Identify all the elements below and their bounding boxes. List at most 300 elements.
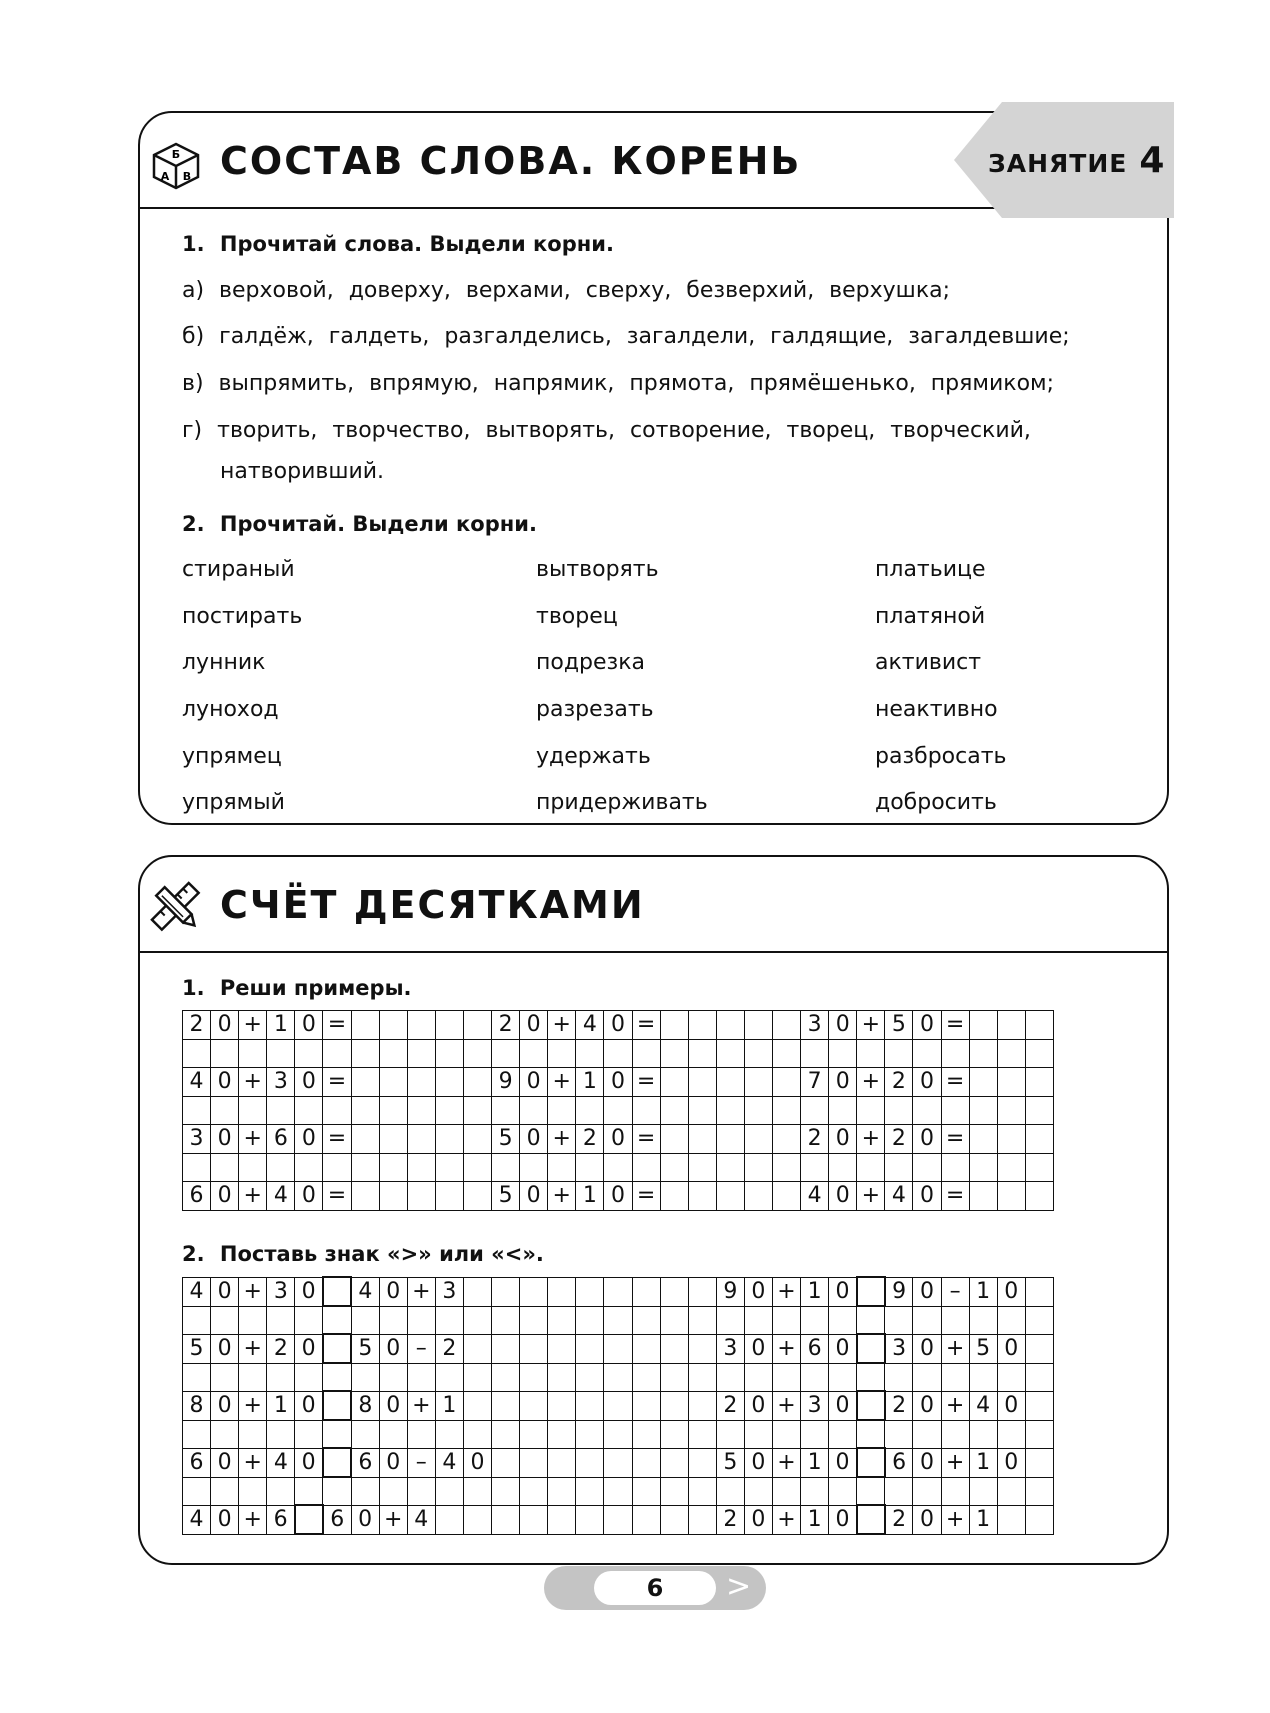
grid-cell[interactable] (885, 1040, 913, 1068)
next-page-arrow-icon[interactable]: > (726, 1569, 752, 1604)
grid-cell[interactable] (997, 1154, 1025, 1182)
grid-cell[interactable] (997, 1011, 1025, 1040)
task-heading (182, 512, 545, 536)
grid-cell: 6 (267, 1505, 295, 1534)
grid-cell: 0 (463, 1448, 491, 1477)
grid-cell[interactable] (772, 1125, 800, 1154)
grid-cell[interactable] (435, 1125, 463, 1154)
grid-cell: 5 (969, 1334, 997, 1363)
page-number: 6 (594, 1571, 716, 1605)
grid-cell[interactable] (435, 1068, 463, 1097)
grid-cell: – (407, 1448, 435, 1477)
grid-cell[interactable] (632, 1097, 660, 1125)
grid-cell (913, 1363, 941, 1391)
answer-box[interactable] (323, 1391, 351, 1420)
grid-cell[interactable] (744, 1068, 772, 1097)
grid-cell[interactable] (520, 1040, 548, 1068)
grid-cell (801, 1420, 829, 1448)
grid-cell (885, 1363, 913, 1391)
grid-cell: 0 (913, 1505, 941, 1534)
grid-cell[interactable] (1025, 1040, 1053, 1068)
grid-cell[interactable] (463, 1011, 491, 1040)
grid-cell[interactable] (716, 1040, 744, 1068)
grid-cell[interactable] (407, 1068, 435, 1097)
section-header (140, 857, 1167, 953)
grid-cell (576, 1448, 604, 1477)
grid-cell[interactable] (351, 1097, 379, 1125)
grid-cell (1025, 1277, 1053, 1306)
grid-cell[interactable] (969, 1040, 997, 1068)
task-number: 1. (182, 232, 205, 256)
grid-cell (351, 1477, 379, 1505)
grid-cell: + (772, 1391, 800, 1420)
grid-cell (941, 1420, 969, 1448)
grid-cell (660, 1277, 688, 1306)
grid-cell: + (857, 1182, 885, 1211)
grid-cell (520, 1306, 548, 1334)
grid-cell (913, 1420, 941, 1448)
grid-cell: 0 (351, 1505, 379, 1534)
grid-cell (379, 1420, 407, 1448)
grid-cell[interactable] (913, 1154, 941, 1182)
grid-cell[interactable] (772, 1097, 800, 1125)
grid-cell[interactable] (379, 1125, 407, 1154)
answer-box[interactable] (295, 1505, 323, 1534)
grid-cell[interactable] (716, 1125, 744, 1154)
grid-cell (688, 1391, 716, 1420)
grid-cell[interactable] (969, 1125, 997, 1154)
grid-cell[interactable] (1025, 1068, 1053, 1097)
grid-cell[interactable] (323, 1040, 351, 1068)
grid-cell (239, 1306, 267, 1334)
grid-cell[interactable] (604, 1040, 632, 1068)
grid-cell[interactable] (801, 1154, 829, 1182)
grid-cell (520, 1448, 548, 1477)
grid-cell[interactable] (772, 1068, 800, 1097)
word-item: удержать (536, 744, 651, 769)
grid-cell[interactable] (548, 1097, 576, 1125)
grid-cell[interactable] (744, 1154, 772, 1182)
grid-cell[interactable] (239, 1040, 267, 1068)
grid-cell[interactable] (716, 1011, 744, 1040)
grid-cell (548, 1420, 576, 1448)
grid-cell (801, 1363, 829, 1391)
grid-cell[interactable] (744, 1182, 772, 1211)
grid-cell[interactable] (772, 1040, 800, 1068)
grid-cell[interactable] (407, 1040, 435, 1068)
grid-cell (632, 1306, 660, 1334)
grid-cell[interactable] (941, 1040, 969, 1068)
grid-cell: 0 (295, 1334, 323, 1363)
grid-cell (295, 1420, 323, 1448)
grid-cell[interactable] (351, 1068, 379, 1097)
grid-cell: 6 (885, 1448, 913, 1477)
grid-cell[interactable] (351, 1011, 379, 1040)
grid-cell: 0 (520, 1011, 548, 1040)
grid-cell: 3 (267, 1068, 295, 1097)
grid-cell (548, 1334, 576, 1363)
grid-cell[interactable] (351, 1154, 379, 1182)
grid-cell[interactable] (435, 1097, 463, 1125)
grid-cell: 1 (969, 1448, 997, 1477)
grid-cell[interactable] (239, 1097, 267, 1125)
grid-cell: 2 (267, 1334, 295, 1363)
answer-box[interactable] (857, 1448, 885, 1477)
grid-cell (379, 1363, 407, 1391)
grid-cell[interactable] (407, 1011, 435, 1040)
grid-cell[interactable] (211, 1097, 239, 1125)
grid-cell[interactable] (351, 1040, 379, 1068)
grid-cell[interactable] (857, 1154, 885, 1182)
grid-cell[interactable] (632, 1040, 660, 1068)
word-item: упрямец (182, 744, 282, 769)
grid-cell[interactable] (463, 1182, 491, 1211)
grid-cell[interactable] (829, 1097, 857, 1125)
grid-cell: 4 (267, 1182, 295, 1211)
letter-cube-icon (148, 135, 204, 191)
grid-cell[interactable] (688, 1040, 716, 1068)
grid-cell: + (941, 1505, 969, 1534)
grid-cell[interactable] (548, 1040, 576, 1068)
grid-cell (857, 1306, 885, 1334)
grid-cell: + (239, 1391, 267, 1420)
grid-cell[interactable] (1025, 1154, 1053, 1182)
grid-cell[interactable] (492, 1154, 520, 1182)
grid-cell (492, 1277, 520, 1306)
word-line: натворивший. (220, 459, 385, 484)
grid-cell (211, 1477, 239, 1505)
grid-cell: 4 (183, 1068, 211, 1097)
grid-cell (520, 1505, 548, 1534)
grid-cell (941, 1477, 969, 1505)
grid-cell: 1 (576, 1068, 604, 1097)
grid-cell[interactable] (716, 1154, 744, 1182)
lesson-tab-text (988, 140, 1164, 181)
grid-cell[interactable] (997, 1125, 1025, 1154)
grid-cell (1025, 1477, 1053, 1505)
grid-cell[interactable] (660, 1182, 688, 1211)
grid-cell[interactable] (941, 1097, 969, 1125)
task-number: 1. (182, 976, 205, 1000)
grid-cell[interactable] (604, 1154, 632, 1182)
grid-cell[interactable] (660, 1097, 688, 1125)
grid-cell: 0 (604, 1182, 632, 1211)
grid-cell: = (632, 1011, 660, 1040)
grid-cell[interactable] (716, 1068, 744, 1097)
grid-cell[interactable] (463, 1154, 491, 1182)
grid-cell (885, 1306, 913, 1334)
grid-cell: 2 (492, 1011, 520, 1040)
grid-cell (969, 1420, 997, 1448)
word-item: добросить (875, 790, 997, 815)
grid-cell[interactable] (801, 1040, 829, 1068)
grid-cell: 6 (351, 1448, 379, 1477)
lesson-label: ЗАНЯТИЕ (988, 149, 1128, 178)
grid-cell[interactable] (379, 1097, 407, 1125)
grid-cell (941, 1306, 969, 1334)
examples-grid (182, 1010, 1054, 1211)
grid-cell: 0 (295, 1182, 323, 1211)
grid-cell[interactable] (688, 1182, 716, 1211)
grid-cell: 2 (885, 1068, 913, 1097)
grid-cell[interactable] (576, 1154, 604, 1182)
word-item: неактивно (875, 697, 998, 722)
grid-cell: 2 (716, 1391, 744, 1420)
grid-cell: + (239, 1125, 267, 1154)
grid-cell[interactable] (997, 1182, 1025, 1211)
grid-cell (520, 1363, 548, 1391)
grid-cell (744, 1306, 772, 1334)
grid-cell: 0 (604, 1068, 632, 1097)
grid-cell: + (941, 1334, 969, 1363)
grid-cell (660, 1420, 688, 1448)
grid-cell: + (548, 1125, 576, 1154)
grid-cell[interactable] (997, 1097, 1025, 1125)
grid-cell: – (941, 1277, 969, 1306)
grid-cell[interactable] (688, 1097, 716, 1125)
grid-cell[interactable] (969, 1097, 997, 1125)
grid-cell (323, 1306, 351, 1334)
comparison-grid (182, 1276, 1054, 1535)
grid-cell[interactable] (801, 1097, 829, 1125)
grid-cell[interactable] (323, 1154, 351, 1182)
grid-cell (688, 1477, 716, 1505)
word-item: активист (875, 650, 982, 675)
grid-cell: 0 (997, 1391, 1025, 1420)
grid-cell: 0 (211, 1068, 239, 1097)
grid-cell[interactable] (1025, 1097, 1053, 1125)
grid-cell[interactable] (492, 1040, 520, 1068)
grid-cell[interactable] (969, 1154, 997, 1182)
grid-cell[interactable] (1025, 1011, 1053, 1040)
grid-cell (772, 1363, 800, 1391)
grid-cell[interactable] (576, 1097, 604, 1125)
grid-cell[interactable] (239, 1154, 267, 1182)
grid-cell[interactable] (913, 1040, 941, 1068)
grid-cell[interactable] (744, 1125, 772, 1154)
grid-cell[interactable] (772, 1154, 800, 1182)
grid-cell[interactable] (323, 1097, 351, 1125)
grid-cell[interactable] (211, 1154, 239, 1182)
grid-cell: = (941, 1068, 969, 1097)
grid-cell[interactable] (969, 1182, 997, 1211)
grid-cell (267, 1477, 295, 1505)
grid-cell[interactable] (1025, 1125, 1053, 1154)
grid-cell[interactable] (660, 1125, 688, 1154)
grid-cell: + (772, 1505, 800, 1534)
grid-cell[interactable] (435, 1182, 463, 1211)
grid-cell (211, 1363, 239, 1391)
grid-cell (576, 1391, 604, 1420)
grid-cell (435, 1306, 463, 1334)
grid-cell[interactable] (576, 1040, 604, 1068)
grid-cell: 0 (913, 1182, 941, 1211)
answer-box[interactable] (857, 1277, 885, 1306)
grid-cell[interactable] (857, 1040, 885, 1068)
grid-cell: 1 (801, 1448, 829, 1477)
cube-letter-right: В (182, 170, 192, 183)
grid-cell[interactable] (295, 1097, 323, 1125)
grid-cell[interactable] (688, 1068, 716, 1097)
grid-cell[interactable] (548, 1154, 576, 1182)
grid-cell[interactable] (997, 1068, 1025, 1097)
grid-cell (969, 1363, 997, 1391)
grid-cell[interactable] (660, 1040, 688, 1068)
grid-cell[interactable] (520, 1097, 548, 1125)
grid-cell[interactable] (1025, 1182, 1053, 1211)
word-item: упрямый (182, 790, 285, 815)
grid-cell[interactable] (688, 1154, 716, 1182)
grid-cell: 2 (885, 1505, 913, 1534)
grid-cell[interactable] (969, 1011, 997, 1040)
grid-cell[interactable] (885, 1097, 913, 1125)
grid-cell[interactable] (520, 1154, 548, 1182)
grid-cell[interactable] (463, 1125, 491, 1154)
grid-cell[interactable] (688, 1125, 716, 1154)
grid-cell[interactable] (744, 1011, 772, 1040)
grid-cell[interactable] (772, 1011, 800, 1040)
task-text: Реши примеры. (219, 976, 412, 1000)
grid-cell (604, 1420, 632, 1448)
grid-cell (913, 1306, 941, 1334)
grid-cell[interactable] (660, 1154, 688, 1182)
grid-cell (885, 1477, 913, 1505)
grid-cell (1025, 1420, 1053, 1448)
grid-cell (492, 1306, 520, 1334)
grid-cell: 1 (969, 1277, 997, 1306)
grid-cell (632, 1334, 660, 1363)
grid-cell[interactable] (772, 1182, 800, 1211)
grid-cell: + (239, 1011, 267, 1040)
grid-cell[interactable] (744, 1097, 772, 1125)
grid-cell (660, 1448, 688, 1477)
grid-cell[interactable] (379, 1154, 407, 1182)
grid-cell[interactable] (379, 1011, 407, 1040)
grid-cell[interactable] (463, 1068, 491, 1097)
word-line: б) галдёж, галдеть, разгалделись, загалдели, галдящие, загалдевшие; (182, 324, 1070, 349)
grid-cell (660, 1391, 688, 1420)
grid-cell[interactable] (379, 1068, 407, 1097)
grid-cell[interactable] (295, 1154, 323, 1182)
grid-cell: – (407, 1334, 435, 1363)
grid-cell: 0 (913, 1391, 941, 1420)
word-item: платьице (875, 557, 986, 582)
grid-cell[interactable] (407, 1097, 435, 1125)
grid-cell[interactable] (660, 1011, 688, 1040)
grid-cell[interactable] (295, 1040, 323, 1068)
grid-cell[interactable] (407, 1125, 435, 1154)
grid-cell: 4 (351, 1277, 379, 1306)
word-item: луноход (182, 697, 279, 722)
task-heading (182, 976, 420, 1000)
grid-cell[interactable] (407, 1154, 435, 1182)
grid-cell[interactable] (969, 1068, 997, 1097)
grid-cell[interactable] (885, 1154, 913, 1182)
grid-cell[interactable] (183, 1040, 211, 1068)
grid-cell[interactable] (829, 1040, 857, 1068)
grid-cell: 0 (379, 1277, 407, 1306)
answer-box[interactable] (857, 1334, 885, 1363)
grid-cell[interactable] (716, 1097, 744, 1125)
grid-cell: + (239, 1334, 267, 1363)
grid-cell: 3 (183, 1125, 211, 1154)
grid-cell[interactable] (435, 1040, 463, 1068)
grid-cell (463, 1306, 491, 1334)
answer-box[interactable] (323, 1277, 351, 1306)
grid-cell (576, 1277, 604, 1306)
grid-cell (941, 1363, 969, 1391)
grid-cell[interactable] (183, 1097, 211, 1125)
grid-cell: 0 (211, 1391, 239, 1420)
answer-box[interactable] (323, 1334, 351, 1363)
grid-cell: 0 (829, 1182, 857, 1211)
task-number: 2. (182, 1242, 205, 1266)
grid-cell[interactable] (829, 1154, 857, 1182)
grid-cell: + (941, 1448, 969, 1477)
grid-cell (520, 1420, 548, 1448)
grid-cell[interactable] (351, 1182, 379, 1211)
grid-cell: 3 (435, 1277, 463, 1306)
grid-cell[interactable] (379, 1182, 407, 1211)
grid-cell[interactable] (997, 1040, 1025, 1068)
grid-cell: 0 (295, 1391, 323, 1420)
grid-cell[interactable] (267, 1097, 295, 1125)
grid-cell (604, 1363, 632, 1391)
grid-cell[interactable] (379, 1040, 407, 1068)
grid-cell (520, 1391, 548, 1420)
grid-cell: 4 (576, 1011, 604, 1040)
grid-cell[interactable] (267, 1040, 295, 1068)
grid-cell[interactable] (435, 1011, 463, 1040)
grid-cell[interactable] (632, 1154, 660, 1182)
grid-cell[interactable] (941, 1154, 969, 1182)
grid-cell[interactable] (183, 1154, 211, 1182)
grid-cell[interactable] (463, 1040, 491, 1068)
grid-cell: 0 (913, 1334, 941, 1363)
grid-cell (997, 1420, 1025, 1448)
grid-cell (548, 1391, 576, 1420)
grid-cell[interactable] (407, 1182, 435, 1211)
grid-cell: 0 (829, 1334, 857, 1363)
grid-cell[interactable] (857, 1097, 885, 1125)
grid-cell (379, 1477, 407, 1505)
grid-cell: + (772, 1334, 800, 1363)
answer-box[interactable] (323, 1448, 351, 1477)
grid-cell[interactable] (688, 1011, 716, 1040)
grid-cell[interactable] (435, 1154, 463, 1182)
grid-cell (520, 1277, 548, 1306)
grid-cell[interactable] (660, 1068, 688, 1097)
grid-cell[interactable] (267, 1154, 295, 1182)
grid-cell[interactable] (716, 1182, 744, 1211)
grid-cell[interactable] (351, 1125, 379, 1154)
grid-cell[interactable] (211, 1040, 239, 1068)
section-title: СОСТАВ СЛОВА. КОРЕНЬ (220, 139, 802, 183)
grid-cell[interactable] (604, 1097, 632, 1125)
grid-cell[interactable] (463, 1097, 491, 1125)
grid-cell: 3 (801, 1391, 829, 1420)
grid-cell[interactable] (913, 1097, 941, 1125)
grid-cell: 4 (267, 1448, 295, 1477)
answer-box[interactable] (857, 1505, 885, 1534)
grid-cell[interactable] (492, 1097, 520, 1125)
grid-cell (548, 1477, 576, 1505)
grid-cell: 5 (351, 1334, 379, 1363)
grid-cell (576, 1420, 604, 1448)
grid-cell[interactable] (744, 1040, 772, 1068)
answer-box[interactable] (857, 1391, 885, 1420)
grid-cell: 0 (604, 1011, 632, 1040)
